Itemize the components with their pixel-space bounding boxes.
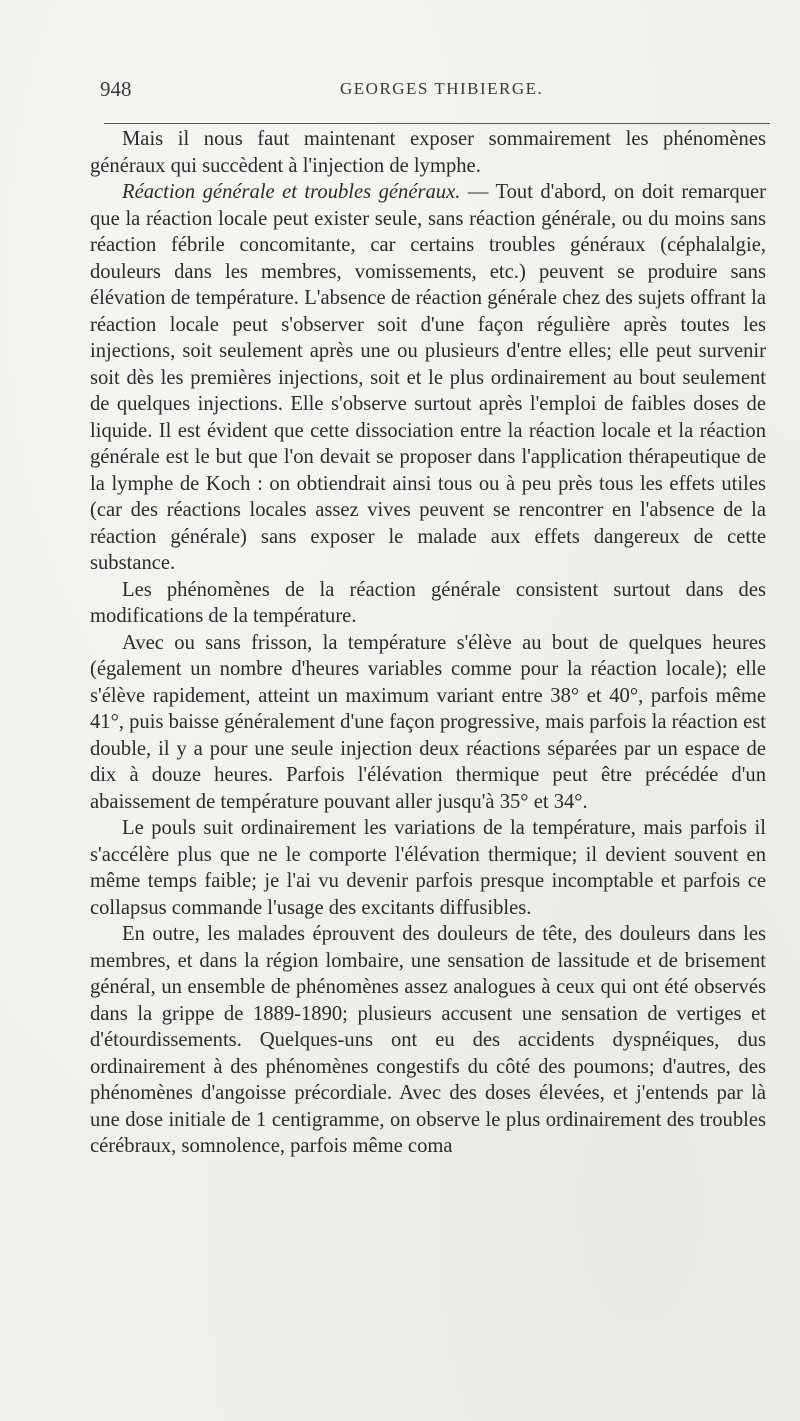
header-rule [104, 123, 770, 124]
paragraph-6-text: En outre, les malades éprouvent des douleurs de tête, des douleurs dans les membres, et dans la région lombaire, une sensation de lassitude et de brisement général, un ensemble de phénomènes assez analogues à ceux qui ont été observés dans la grippe de 1889-1890; plusieurs accusent une sensation de vertiges et d'étourdissements. Quelques-uns ont eu des accidents dyspnéiques, dus ordinairement à des phénomènes congestifs du côté des poumons; d'autres, des phénomènes d'angoisse précordiale. Avec des doses élevées, et j'entends par là une dose initiale de 1 centigramme, on observe le plus ordinairement des troubles cérébraux, somnolence, parfois même coma [90, 923, 766, 1157]
paragraph-1 [90, 126, 766, 179]
paragraph-4 [90, 630, 766, 816]
paragraph-5-text: Le pouls suit ordinairement les variations de la température, mais parfois il s'accélère plus que ne le comporte l'élévation thermique; il devient souvent en même temps faible; je l'ai vu devenir parfois presque incomptable et parfois ce collapsus commande l'usage des excitants diffusibles. [90, 817, 766, 919]
paragraph-2 [90, 179, 766, 577]
page-number: 948 [100, 77, 132, 101]
body-text [90, 126, 766, 1160]
running-head [100, 74, 766, 104]
paragraph-5 [90, 815, 766, 921]
paragraph-1-text: Mais il nous faut maintenant exposer sommairement les phénomènes généraux qui succèdent à l'injection de lymphe. [90, 128, 766, 177]
section-heading: Réaction générale et troubles généraux. [122, 181, 461, 203]
running-title: GEORGES THIBIERGE. [340, 79, 544, 98]
paragraph-4-text: Avec ou sans frisson, la température s'élève au bout de quelques heures (également un nombre d'heures variables comme pour la réaction locale); elle s'élève rapidement, atteint un maximum variant entre 38° et 40°, parfois même 41°, puis baisse généralement d'une façon progressive, mais parfois la réaction est double, il y a pour une seule injection deux réactions séparées par un espace de dix à douze heures. Parfois l'élévation thermique peut être précédée d'un abaissement de température pouvant aller jusqu'à 35° et 34°. [90, 631, 766, 813]
paragraph-2-text: — Tout d'abord, on doit remarquer que la réaction locale peut exister seule, sans réaction générale, ou du moins sans réaction fébrile concomitante, car certains troubles généraux (céphalalgie, douleurs dans les membres, vomissements, etc.) peuvent se produire sans élévation de température. L'absence de réaction générale chez des sujets offrant la réaction locale peut s'observer soit d'une façon régulière après toutes les injections, soit seulement après une ou plusieurs d'entre elles; elle peut survenir soit dès les premières injections, soit et le plus ordinairement au bout seulement de quelques injections. Elle s'observe surtout après l'emploi de faibles doses de liquide. Il est évident que cette dissociation entre la réaction locale et la réaction générale est le but que l'on devait se proposer dans l'application thérapeutique de la lymphe de Koch : on obtiendrait ainsi tous ou à peu près tous les effets utiles (car des réactions locales assez vives peuvent se rencontrer en l'absence de la réaction générale) sans exposer le malade aux effets dangereux de cette substance. [90, 181, 766, 574]
paragraph-3-text: Les phénomènes de la réaction générale consistent surtout dans des modifications de la température. [90, 578, 766, 627]
paragraph-3 [90, 577, 766, 630]
paragraph-6 [90, 921, 766, 1160]
